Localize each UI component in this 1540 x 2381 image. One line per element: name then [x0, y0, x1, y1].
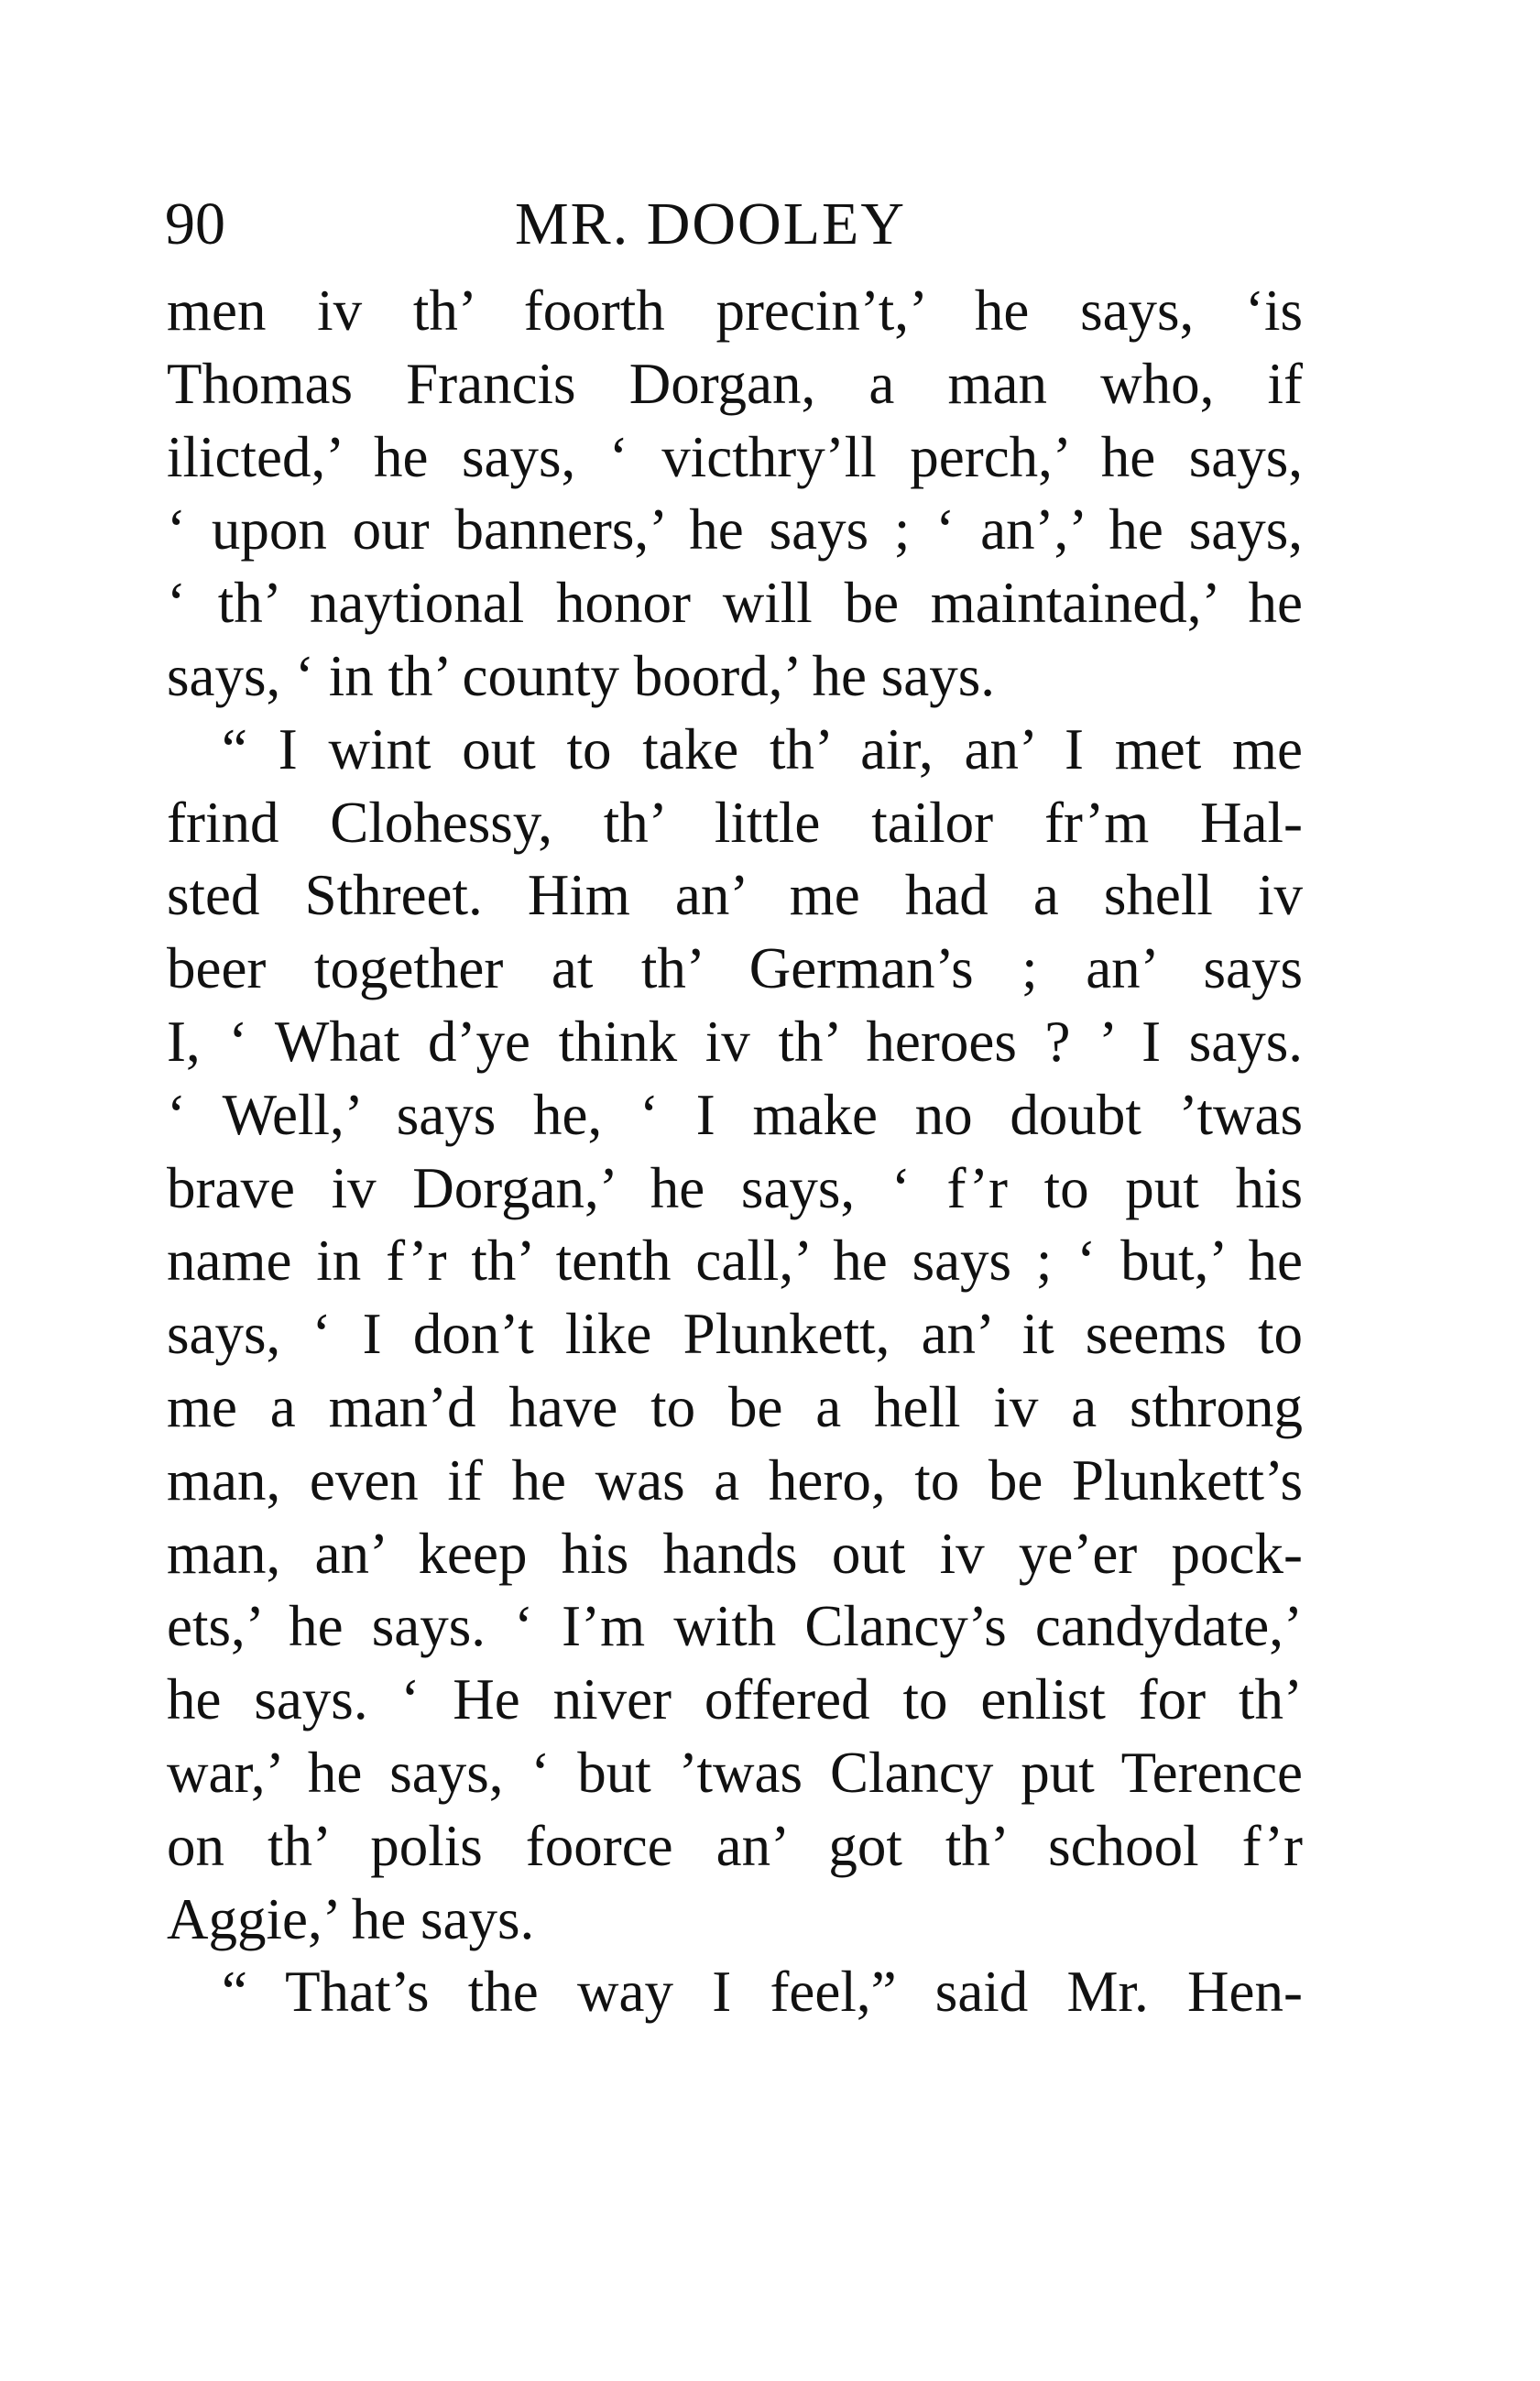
text-line: name in f’r th’ tenth call,’ he says ; ‘ but,’ he: [167, 1229, 1303, 1294]
text-line: ‘ th’ naytional honor will be maintained,’ he: [167, 571, 1303, 636]
text-line: Thomas Francis Dorgan, a man who, if: [167, 351, 1303, 416]
text-line: I, ‘ What d’ye think iv th’ heroes ? ’ I says.: [167, 1009, 1303, 1074]
text-line: Aggie,’ he says.: [167, 1886, 535, 1951]
text-line: on th’ polis foorce an’ got th’ school f’r: [167, 1813, 1303, 1878]
text-line: beer together at th’ German’s ; an’ says: [167, 936, 1303, 1001]
text-line: sted Sthreet. Him an’ me had a shell iv: [167, 863, 1303, 928]
text-line: ‘ upon our banners,’ he says ; ‘ an’,’ he says,: [167, 497, 1303, 562]
text-line: “ That’s the way I feel,” said Mr. Hen-: [222, 1960, 1303, 2025]
running-title: MR. DOOLEY: [515, 191, 906, 257]
text-line: ‘ Well,’ says he, ‘ I make no doubt ’twas: [167, 1082, 1303, 1147]
text-line: men iv th’ foorth precin’t,’ he says, ‘is: [167, 279, 1303, 343]
text-line: frind Clohessy, th’ little tailor fr’m Hal-: [167, 790, 1303, 855]
text-line: ilicted,’ he says, ‘ victhry’ll perch,’ he says,: [167, 424, 1303, 489]
text-line: man, an’ keep his hands out iv ye’er pock-: [167, 1521, 1303, 1586]
text-line: “ I wint out to take th’ air, an’ I met me: [222, 716, 1303, 781]
text-line: ets,’ he says. ‘ I’m with Clancy’s candydate,’: [167, 1594, 1303, 1659]
page-number: 90: [165, 191, 225, 257]
text-line: me a man’d have to be a hell iv a sthrong: [167, 1374, 1303, 1439]
text-line: says, ‘ in th’ county boord,’ he says.: [167, 643, 995, 708]
text-line: says, ‘ I don’t like Plunkett, an’ it seems to: [167, 1302, 1303, 1367]
text-line: man, even if he was a hero, to be Plunkett’s: [167, 1447, 1303, 1513]
text-line: war,’ he says, ‘ but ’twas Clancy put Terence: [167, 1740, 1303, 1805]
body-text: [167, 275, 1303, 2029]
text-line: he says. ‘ He niver offered to enlist for th’: [167, 1667, 1303, 1732]
page-header: [165, 188, 1338, 289]
text-line: brave iv Dorgan,’ he says, ‘ f’r to put his: [167, 1155, 1303, 1220]
